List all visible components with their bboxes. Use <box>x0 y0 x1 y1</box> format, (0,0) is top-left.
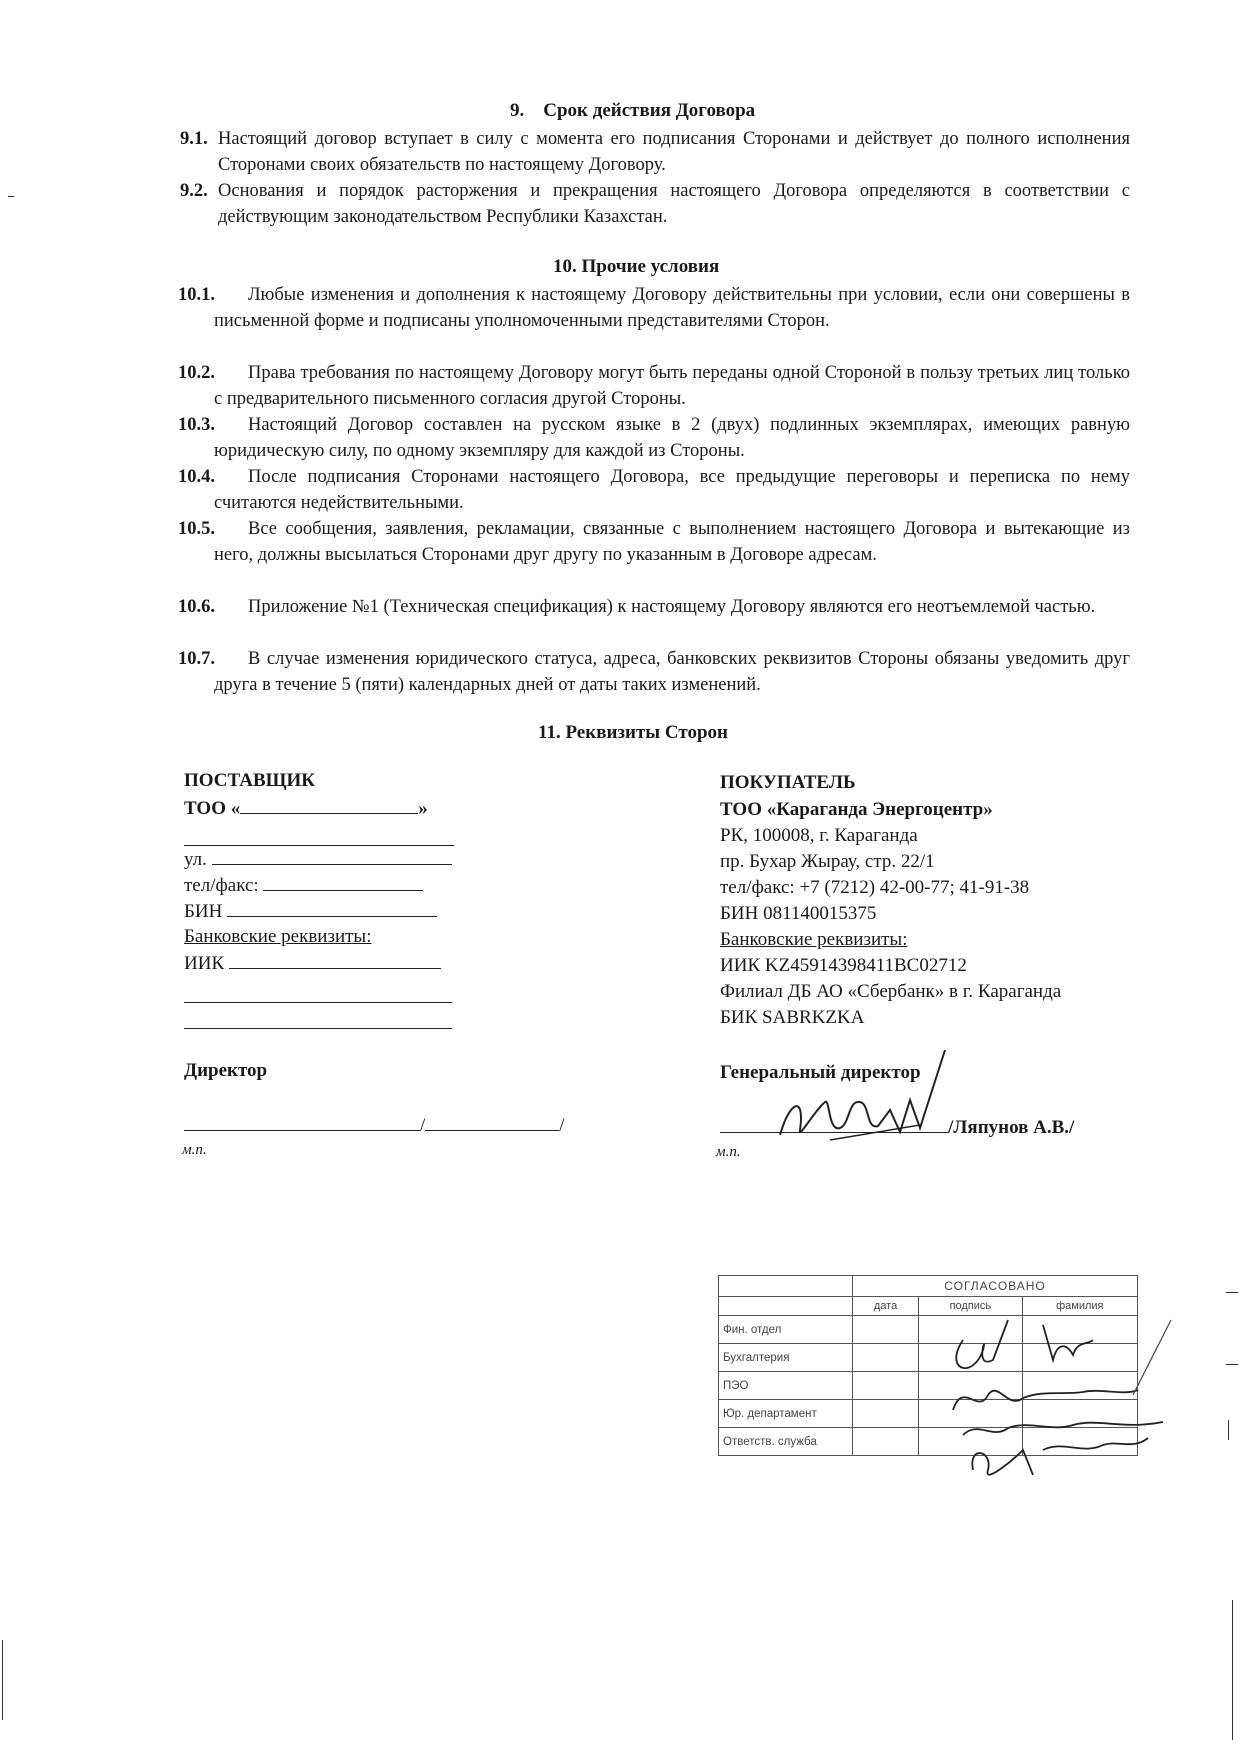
supplier-signature-blank <box>184 1112 420 1131</box>
approval-row-label: Фин. отдел <box>719 1316 853 1344</box>
approval-row-header-spacer <box>719 1276 853 1297</box>
supplier-org-prefix: ТОО « <box>184 798 241 819</box>
clause-number: 10.1. <box>178 285 215 305</box>
supplier-bin-label: БИН <box>184 901 223 922</box>
scan-mark <box>1226 1364 1238 1365</box>
supplier-iik-blank <box>229 950 441 969</box>
clause-text: Все сообщения, заявления, рекламации, связанные с выполнением настоящего Договора и вытекающие из него, должны высылаться Сторонами друг другу по указанным в Договоре адресам. <box>214 519 1130 565</box>
clause-text: Любые изменения и дополнения к настоящему Договору действительны при условии, если они совершены в письменной форме и подписаны уполномоченными представителями Сторон. <box>214 285 1130 331</box>
approval-cell <box>853 1316 919 1344</box>
clause-number: 10.2. <box>178 363 215 383</box>
clause-text: Настоящий Договор составлен на русском языке в 2 (двух) подлинных экземплярах, имеющих равную юридическую силу, по одному экземпляру для каждой из Стороны. <box>214 415 1130 461</box>
approval-cell <box>853 1428 919 1456</box>
supplier-bank-label: Банковские реквизиты: <box>184 926 372 947</box>
supplier-name-blank <box>425 1112 559 1131</box>
clause-text: Основания и порядок расторжения и прекращения настоящего Договора определяются в соответствии с действующим законодательством Республики Казахстан. <box>218 181 1130 227</box>
approval-corner <box>719 1297 853 1316</box>
clause-number: 10.7. <box>178 649 215 669</box>
clause-text: В случае изменения юридического статуса, адреса, банковских реквизитов Стороны обязаны уведомить друг друга в течение 5 (пяти) календарных дней от даты таких изменений. <box>214 649 1130 695</box>
supplier-iik-label: ИИК <box>184 953 225 974</box>
approval-row-label: Бухгалтерия <box>719 1344 853 1372</box>
approval-col-date: дата <box>853 1297 919 1316</box>
buyer-org: ТОО «Караганда Энергоцентр» <box>720 799 993 820</box>
supplier-iik <box>184 950 441 977</box>
approval-cell <box>853 1344 919 1372</box>
clause-number: 10.6. <box>178 597 215 617</box>
buyer-address-1: РК, 100008, г. Караганда <box>720 825 918 846</box>
buyer-bin: БИН 081140015375 <box>720 903 877 924</box>
buyer-signer: /Ляпунов А.В./ <box>948 1117 1075 1138</box>
section-10-title: 10. Прочие условия <box>553 256 720 277</box>
supplier-bin-blank <box>227 898 437 917</box>
clause-text: Настоящий договор вступает в силу с момента его подписания Сторонами и действует до полного исполнения Сторонами своих обязательств по настоящему Договору. <box>218 129 1130 175</box>
approval-cell <box>853 1400 919 1428</box>
scan-mark <box>1232 1600 1233 1740</box>
approval-row-label: ПЭО <box>719 1372 853 1400</box>
section-11-title: 11. Реквизиты Сторон <box>538 722 728 743</box>
clause-number: 9.1. <box>180 129 208 149</box>
clause-number: 10.5. <box>178 519 215 539</box>
supplier-phone <box>184 872 423 899</box>
clause-number: 10.4. <box>178 467 215 487</box>
supplier-blank-line-3 <box>184 1028 452 1029</box>
supplier-director-label: Директор <box>184 1060 268 1081</box>
scan-mark <box>1228 1420 1229 1440</box>
approval-row-label: Ответств. служба <box>719 1428 853 1456</box>
supplier-signature-line <box>184 1112 565 1139</box>
director-signature <box>770 1040 960 1150</box>
supplier-street-blank <box>212 846 452 865</box>
supplier-signature-sep: / <box>420 1115 426 1136</box>
clause-number: 9.2. <box>180 181 208 201</box>
approval-stamp <box>718 1275 1138 1490</box>
supplier-blank-line-2 <box>184 1002 452 1003</box>
buyer-branch: Филиал ДБ АО «Сбербанк» в г. Караганда <box>720 981 1062 1002</box>
buyer-iik: ИИК KZ45914398411BC02712 <box>720 955 967 976</box>
supplier-org-suffix: » <box>418 798 428 819</box>
scan-mark <box>8 196 14 197</box>
scan-mark <box>2 1640 3 1720</box>
buyer-stamp-place: м.п. <box>716 1144 741 1160</box>
supplier-phone-label: тел/факс: <box>184 875 259 896</box>
supplier-bin <box>184 898 437 925</box>
approval-title: СОГЛАСОВАНО <box>853 1276 1138 1297</box>
buyer-bank-label: Банковские реквизиты: <box>720 929 908 950</box>
buyer-director-label: Генеральный директор <box>720 1062 921 1083</box>
clause-text: После подписания Сторонами настоящего Договора, все предыдущие переговоры и переписка по нему считаются недействительными. <box>214 467 1130 513</box>
supplier-street-label: ул. <box>184 849 207 870</box>
supplier-signature-sep-2: / <box>559 1115 565 1136</box>
clause-text: Приложение №1 (Техническая спецификация) к настоящему Договору являются его неотъемлемой частью. <box>248 597 1096 617</box>
supplier-stamp-place: м.п. <box>182 1142 207 1158</box>
supplier-phone-blank <box>263 872 423 891</box>
buyer-address-2: пр. Бухар Жырау, стр. 22/1 <box>720 851 935 872</box>
scan-mark <box>1226 1292 1238 1293</box>
buyer-bik: БИК SABRKZKA <box>720 1007 865 1028</box>
section-9-title: 9. Срок действия Договора <box>510 100 756 121</box>
buyer-phone: тел/факс: +7 (7212) 42-00-77; 41-91-38 <box>720 877 1030 898</box>
approval-row-label: Юр. департамент <box>719 1400 853 1428</box>
buyer-heading: ПОКУПАТЕЛЬ <box>720 772 856 793</box>
supplier-street <box>184 846 452 873</box>
approval-col-surname: фамилия <box>1022 1297 1137 1316</box>
supplier-org-blank <box>240 795 418 814</box>
supplier-org <box>184 795 428 822</box>
clause-text: Права требования по настоящему Договору могут быть переданы одной Стороной в пользу третьих лиц только с предварительного письменного согласия другой Стороны. <box>214 363 1130 409</box>
approval-col-signature: подпись <box>919 1297 1022 1316</box>
approval-signatures <box>933 1300 1178 1490</box>
approval-cell <box>853 1372 919 1400</box>
clause-number: 10.3. <box>178 415 215 435</box>
supplier-heading: ПОСТАВЩИК <box>184 770 316 791</box>
